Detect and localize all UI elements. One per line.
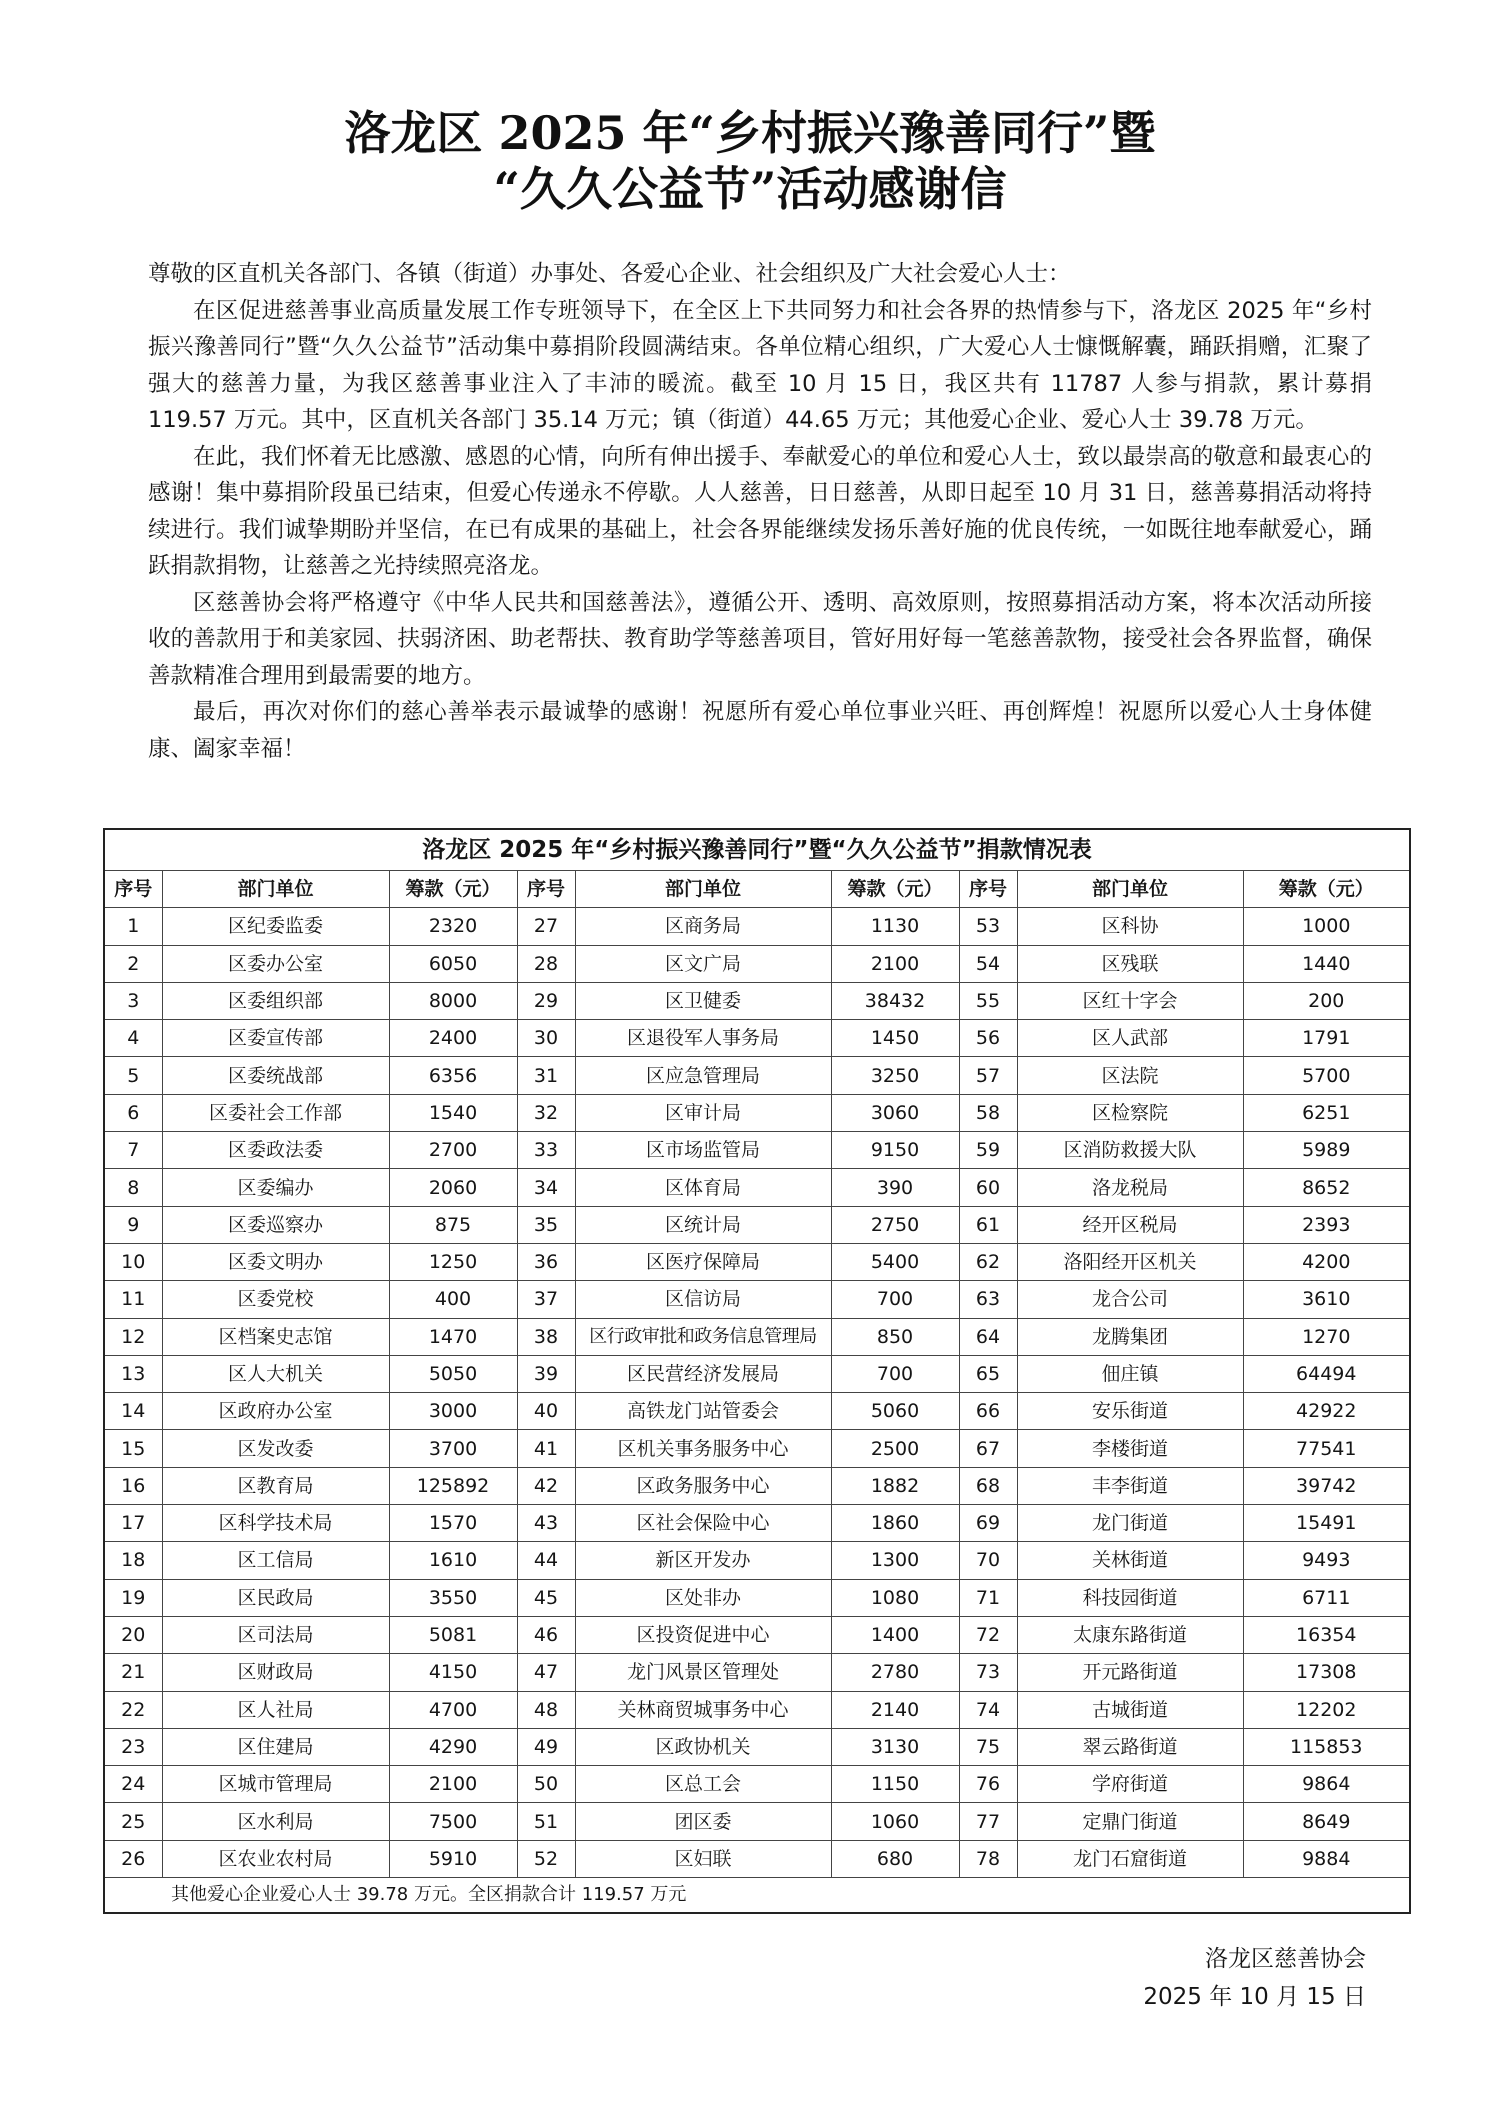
donation-amount: 5989	[1243, 1132, 1410, 1169]
row-number: 1	[104, 908, 162, 945]
department-name: 区妇联	[575, 1840, 831, 1877]
row-number: 14	[104, 1393, 162, 1430]
department-name: 区财政局	[162, 1654, 389, 1691]
donation-amount: 2700	[389, 1132, 517, 1169]
department-name: 区发改委	[162, 1430, 389, 1467]
row-number: 45	[517, 1579, 575, 1616]
department-name: 区残联	[1017, 945, 1243, 982]
row-number: 74	[959, 1691, 1017, 1728]
column-header: 部门单位	[575, 871, 831, 908]
donation-amount: 2100	[831, 945, 959, 982]
row-number: 66	[959, 1393, 1017, 1430]
department-name: 区统计局	[575, 1206, 831, 1243]
donation-amount: 850	[831, 1318, 959, 1355]
department-name: 龙门街道	[1017, 1505, 1243, 1542]
department-name: 区退役军人事务局	[575, 1020, 831, 1057]
table-row	[104, 1020, 1410, 1057]
department-name: 区城市管理局	[162, 1766, 389, 1803]
department-name: 经开区税局	[1017, 1206, 1243, 1243]
row-number: 27	[517, 908, 575, 945]
row-number: 20	[104, 1616, 162, 1653]
donation-amount: 400	[389, 1281, 517, 1318]
row-number: 2	[104, 945, 162, 982]
donation-amount: 5700	[1243, 1057, 1410, 1094]
row-number: 33	[517, 1132, 575, 1169]
row-number: 46	[517, 1616, 575, 1653]
department-name: 区人社局	[162, 1691, 389, 1728]
table-row	[104, 1430, 1410, 1467]
row-number: 17	[104, 1505, 162, 1542]
department-name: 龙合公司	[1017, 1281, 1243, 1318]
table-row	[104, 1505, 1410, 1542]
donation-amount: 3550	[389, 1579, 517, 1616]
department-name: 区处非办	[575, 1579, 831, 1616]
department-name: 区医疗保障局	[575, 1243, 831, 1280]
donation-amount: 12202	[1243, 1691, 1410, 1728]
donation-amount: 680	[831, 1840, 959, 1877]
column-header: 部门单位	[162, 871, 389, 908]
donation-amount: 1860	[831, 1505, 959, 1542]
row-number: 26	[104, 1840, 162, 1877]
donation-table-container	[103, 828, 1409, 1914]
row-number: 58	[959, 1094, 1017, 1131]
table-row	[104, 1094, 1410, 1131]
column-header: 筹款（元）	[831, 871, 959, 908]
row-number: 7	[104, 1132, 162, 1169]
department-name: 学府街道	[1017, 1766, 1243, 1803]
department-name: 团区委	[575, 1803, 831, 1840]
column-header: 部门单位	[1017, 871, 1243, 908]
row-number: 22	[104, 1691, 162, 1728]
table-row	[104, 1318, 1410, 1355]
column-header: 序号	[959, 871, 1017, 908]
table-row	[104, 1654, 1410, 1691]
row-number: 28	[517, 945, 575, 982]
department-name: 区教育局	[162, 1467, 389, 1504]
column-header: 序号	[517, 871, 575, 908]
department-name: 区市场监管局	[575, 1132, 831, 1169]
table-row	[104, 1691, 1410, 1728]
row-number: 32	[517, 1094, 575, 1131]
donation-amount: 1000	[1243, 908, 1410, 945]
department-name: 区委社会工作部	[162, 1094, 389, 1131]
row-number: 69	[959, 1505, 1017, 1542]
donation-amount: 2780	[831, 1654, 959, 1691]
donation-amount: 1470	[389, 1318, 517, 1355]
row-number: 44	[517, 1542, 575, 1579]
row-number: 19	[104, 1579, 162, 1616]
row-number: 75	[959, 1728, 1017, 1765]
row-number: 18	[104, 1542, 162, 1579]
row-number: 43	[517, 1505, 575, 1542]
department-name: 区纪委监委	[162, 908, 389, 945]
donation-amount: 17308	[1243, 1654, 1410, 1691]
department-name: 区住建局	[162, 1728, 389, 1765]
row-number: 76	[959, 1766, 1017, 1803]
row-number: 50	[517, 1766, 575, 1803]
table-row	[104, 945, 1410, 982]
page-title-line-2: “久久公益节”活动感谢信	[493, 162, 1007, 216]
department-name: 区政协机关	[575, 1728, 831, 1765]
row-number: 48	[517, 1691, 575, 1728]
department-name: 洛阳经开区机关	[1017, 1243, 1243, 1280]
department-name: 区应急管理局	[575, 1057, 831, 1094]
table-row	[104, 1803, 1410, 1840]
row-number: 37	[517, 1281, 575, 1318]
donation-amount: 3250	[831, 1057, 959, 1094]
donation-amount: 1540	[389, 1094, 517, 1131]
row-number: 54	[959, 945, 1017, 982]
row-number: 10	[104, 1243, 162, 1280]
donation-amount: 8000	[389, 982, 517, 1019]
row-number: 8	[104, 1169, 162, 1206]
department-name: 区委文明办	[162, 1243, 389, 1280]
donation-amount: 9493	[1243, 1542, 1410, 1579]
department-name: 太康东路街道	[1017, 1616, 1243, 1653]
table-header-row	[104, 871, 1410, 908]
department-name: 科技园街道	[1017, 1579, 1243, 1616]
donation-amount: 4290	[389, 1728, 517, 1765]
donation-amount: 5081	[389, 1616, 517, 1653]
table-row	[104, 1355, 1410, 1392]
donation-amount: 5050	[389, 1355, 517, 1392]
row-number: 51	[517, 1803, 575, 1840]
donation-amount: 7500	[389, 1803, 517, 1840]
row-number: 16	[104, 1467, 162, 1504]
row-number: 35	[517, 1206, 575, 1243]
department-name: 区法院	[1017, 1057, 1243, 1094]
donation-amount: 6356	[389, 1057, 517, 1094]
department-name: 区委统战部	[162, 1057, 389, 1094]
column-header: 筹款（元）	[1243, 871, 1410, 908]
signature-block	[1143, 1940, 1366, 2016]
department-name: 区人武部	[1017, 1020, 1243, 1057]
table-row	[104, 908, 1410, 945]
donation-amount: 2140	[831, 1691, 959, 1728]
column-header: 序号	[104, 871, 162, 908]
department-name: 关林街道	[1017, 1542, 1243, 1579]
donation-amount: 16354	[1243, 1616, 1410, 1653]
letter-paragraph: 最后，再次对你们的慈心善举表示最诚挚的感谢！祝愿所有爱心单位事业兴旺、再创辉煌！祝愿所以爱心人士身体健康、阖家幸福！	[148, 699, 1372, 762]
table-row	[104, 1467, 1410, 1504]
row-number: 36	[517, 1243, 575, 1280]
department-name: 高铁龙门站管委会	[575, 1393, 831, 1430]
department-name: 新区开发办	[575, 1542, 831, 1579]
department-name: 区体育局	[575, 1169, 831, 1206]
department-name: 区委办公室	[162, 945, 389, 982]
department-name: 区卫健委	[575, 982, 831, 1019]
donation-amount: 3700	[389, 1430, 517, 1467]
department-name: 龙腾集团	[1017, 1318, 1243, 1355]
page-title-line-1: 洛龙区 2025 年“乡村振兴豫善同行”暨	[344, 106, 1156, 160]
row-number: 47	[517, 1654, 575, 1691]
row-number: 11	[104, 1281, 162, 1318]
table-row	[104, 1281, 1410, 1318]
donation-table	[103, 828, 1411, 1914]
row-number: 31	[517, 1057, 575, 1094]
department-name: 区委巡察办	[162, 1206, 389, 1243]
donation-amount: 9150	[831, 1132, 959, 1169]
table-row	[104, 1840, 1410, 1877]
donation-amount: 8649	[1243, 1803, 1410, 1840]
row-number: 42	[517, 1467, 575, 1504]
donation-amount: 3000	[389, 1393, 517, 1430]
donation-amount: 42922	[1243, 1393, 1410, 1430]
table-row	[104, 1616, 1410, 1653]
department-name: 开元路街道	[1017, 1654, 1243, 1691]
department-name: 区文广局	[575, 945, 831, 982]
department-name: 区民营经济发展局	[575, 1355, 831, 1392]
row-number: 29	[517, 982, 575, 1019]
donation-amount: 3060	[831, 1094, 959, 1131]
row-number: 62	[959, 1243, 1017, 1280]
department-name: 区档案史志馆	[162, 1318, 389, 1355]
donation-amount: 700	[831, 1355, 959, 1392]
department-name: 区商务局	[575, 908, 831, 945]
department-name: 区机关事务服务中心	[575, 1430, 831, 1467]
donation-amount: 5400	[831, 1243, 959, 1280]
row-number: 21	[104, 1654, 162, 1691]
department-name: 区科学技术局	[162, 1505, 389, 1542]
signature-date: 2025 年 10 月 15 日	[1143, 1984, 1366, 2010]
table-row	[104, 1728, 1410, 1765]
donation-amount: 6050	[389, 945, 517, 982]
department-name: 区工信局	[162, 1542, 389, 1579]
donation-amount: 64494	[1243, 1355, 1410, 1392]
row-number: 6	[104, 1094, 162, 1131]
department-name: 区总工会	[575, 1766, 831, 1803]
row-number: 4	[104, 1020, 162, 1057]
row-number: 77	[959, 1803, 1017, 1840]
donation-amount: 2400	[389, 1020, 517, 1057]
donation-amount: 1300	[831, 1542, 959, 1579]
row-number: 61	[959, 1206, 1017, 1243]
department-name: 佃庄镇	[1017, 1355, 1243, 1392]
row-number: 13	[104, 1355, 162, 1392]
donation-amount: 77541	[1243, 1430, 1410, 1467]
row-number: 55	[959, 982, 1017, 1019]
donation-amount: 700	[831, 1281, 959, 1318]
table-row	[104, 1542, 1410, 1579]
table-title: 洛龙区 2025 年“乡村振兴豫善同行”暨“久久公益节”捐款情况表	[104, 829, 1410, 871]
donation-amount: 39742	[1243, 1467, 1410, 1504]
table-row	[104, 1393, 1410, 1430]
donation-amount: 1130	[831, 908, 959, 945]
donation-amount: 1080	[831, 1579, 959, 1616]
donation-amount: 15491	[1243, 1505, 1410, 1542]
donation-amount: 3610	[1243, 1281, 1410, 1318]
row-number: 67	[959, 1430, 1017, 1467]
department-name: 区委党校	[162, 1281, 389, 1318]
row-number: 72	[959, 1616, 1017, 1653]
row-number: 70	[959, 1542, 1017, 1579]
row-number: 12	[104, 1318, 162, 1355]
department-name: 区消防救援大队	[1017, 1132, 1243, 1169]
department-name: 区社会保险中心	[575, 1505, 831, 1542]
row-number: 73	[959, 1654, 1017, 1691]
row-number: 68	[959, 1467, 1017, 1504]
donation-amount: 115853	[1243, 1728, 1410, 1765]
donation-amount: 390	[831, 1169, 959, 1206]
department-name: 区委组织部	[162, 982, 389, 1019]
department-name: 区行政审批和政务信息管理局	[575, 1318, 831, 1355]
table-row	[104, 982, 1410, 1019]
letter-paragraph: 在此，我们怀着无比感激、感恩的心情，向所有伸出援手、奉献爱心的单位和爱心人士，致以最崇高的敬意和最衷心的感谢！集中募捐阶段虽已结束，但爱心传递永不停歇。人人慈善，日日慈善，从即日起至 10 月 31 日，慈善募捐活动将持续进行。我们诚挚期盼并坚信，在已有成果的基础上，社会各界能继续发扬乐善好施的优良传统，一如既往地奉献爱心，踊跃捐款捐物，让慈善之光持续照亮洛龙。	[148, 443, 1372, 579]
department-name: 区审计局	[575, 1094, 831, 1131]
salutation: 尊敬的区直机关各部门、各镇（街道）办事处、各爱心企业、社会组织及广大社会爱心人士：	[148, 261, 1071, 287]
table-row	[104, 1206, 1410, 1243]
table-row	[104, 1132, 1410, 1169]
donation-amount: 200	[1243, 982, 1410, 1019]
table-row	[104, 1766, 1410, 1803]
donation-amount: 2100	[389, 1766, 517, 1803]
department-name: 龙门风景区管理处	[575, 1654, 831, 1691]
donation-amount: 1150	[831, 1766, 959, 1803]
table-footnote-row	[104, 1878, 1410, 1914]
donation-amount: 2500	[831, 1430, 959, 1467]
department-name: 龙门石窟街道	[1017, 1840, 1243, 1877]
department-name: 区投资促进中心	[575, 1616, 831, 1653]
department-name: 区人大机关	[162, 1355, 389, 1392]
signature-org: 洛龙区慈善协会	[1205, 1946, 1366, 1972]
donation-amount: 9864	[1243, 1766, 1410, 1803]
row-number: 39	[517, 1355, 575, 1392]
department-name: 区政务服务中心	[575, 1467, 831, 1504]
table-row	[104, 1243, 1410, 1280]
donation-amount: 125892	[389, 1467, 517, 1504]
department-name: 区红十字会	[1017, 982, 1243, 1019]
donation-amount: 1610	[389, 1542, 517, 1579]
department-name: 区科协	[1017, 908, 1243, 945]
row-number: 3	[104, 982, 162, 1019]
donation-amount: 6251	[1243, 1094, 1410, 1131]
donation-amount: 2750	[831, 1206, 959, 1243]
department-name: 区委宣传部	[162, 1020, 389, 1057]
row-number: 15	[104, 1430, 162, 1467]
donation-amount: 1882	[831, 1467, 959, 1504]
table-row	[104, 1169, 1410, 1206]
row-number: 25	[104, 1803, 162, 1840]
department-name: 区民政局	[162, 1579, 389, 1616]
row-number: 38	[517, 1318, 575, 1355]
donation-amount: 3130	[831, 1728, 959, 1765]
table-body	[104, 908, 1410, 1878]
donation-amount: 1400	[831, 1616, 959, 1653]
row-number: 64	[959, 1318, 1017, 1355]
letter-body	[148, 256, 1372, 767]
department-name: 区农业农村局	[162, 1840, 389, 1877]
row-number: 78	[959, 1840, 1017, 1877]
table-row	[104, 1057, 1410, 1094]
department-name: 关林商贸城事务中心	[575, 1691, 831, 1728]
row-number: 40	[517, 1393, 575, 1430]
table-row	[104, 1579, 1410, 1616]
letter-paragraph: 区慈善协会将严格遵守《中华人民共和国慈善法》，遵循公开、透明、高效原则，按照募捐活动方案，将本次活动所接收的善款用于和美家园、扶弱济困、助老帮扶、教育助学等慈善项目，管好用好每一笔慈善款物，接受社会各界监督，确保善款精准合理用到最需要的地方。	[148, 589, 1372, 689]
donation-amount: 9884	[1243, 1840, 1410, 1877]
row-number: 41	[517, 1430, 575, 1467]
row-number: 60	[959, 1169, 1017, 1206]
row-number: 53	[959, 908, 1017, 945]
row-number: 57	[959, 1057, 1017, 1094]
row-number: 34	[517, 1169, 575, 1206]
row-number: 30	[517, 1020, 575, 1057]
letter-paragraph: 在区促进慈善事业高质量发展工作专班领导下，在全区上下共同努力和社会各界的热情参与下，洛龙区 2025 年“乡村振兴豫善同行”暨“久久公益节”活动集中募捐阶段圆满结束。各单位精心组织，广大爱心人士慷慨解囊，踊跃捐赠，汇聚了强大的慈善力量，为我区慈善事业注入了丰沛的暖流。截至 10 月 15 日，我区共有 11787 人参与捐款，累计募捐 119.57 万元。其中，区直机关各部门 35.14 万元；镇（街道）44.65 万元；其他爱心企业、爱心人士 39.78 万元。	[148, 297, 1372, 433]
department-name: 定鼎门街道	[1017, 1803, 1243, 1840]
row-number: 5	[104, 1057, 162, 1094]
department-name: 区水利局	[162, 1803, 389, 1840]
row-number: 23	[104, 1728, 162, 1765]
donation-amount: 6711	[1243, 1579, 1410, 1616]
department-name: 翠云路街道	[1017, 1728, 1243, 1765]
row-number: 24	[104, 1766, 162, 1803]
department-name: 洛龙税局	[1017, 1169, 1243, 1206]
donation-amount: 1060	[831, 1803, 959, 1840]
donation-amount: 38432	[831, 982, 959, 1019]
row-number: 71	[959, 1579, 1017, 1616]
department-name: 区信访局	[575, 1281, 831, 1318]
department-name: 区委编办	[162, 1169, 389, 1206]
department-name: 李楼街道	[1017, 1430, 1243, 1467]
department-name: 古城街道	[1017, 1691, 1243, 1728]
donation-amount: 1250	[389, 1243, 517, 1280]
department-name: 区检察院	[1017, 1094, 1243, 1131]
department-name: 区司法局	[162, 1616, 389, 1653]
row-number: 9	[104, 1206, 162, 1243]
table-footnote: 其他爱心企业爱心人士 39.78 万元。全区捐款合计 119.57 万元	[104, 1878, 1410, 1914]
row-number: 65	[959, 1355, 1017, 1392]
department-name: 区政府办公室	[162, 1393, 389, 1430]
donation-amount: 1440	[1243, 945, 1410, 982]
department-name: 安乐街道	[1017, 1393, 1243, 1430]
column-header: 筹款（元）	[389, 871, 517, 908]
row-number: 56	[959, 1020, 1017, 1057]
donation-amount: 1270	[1243, 1318, 1410, 1355]
donation-amount: 875	[389, 1206, 517, 1243]
table-title-row	[104, 829, 1410, 871]
donation-amount: 4700	[389, 1691, 517, 1728]
donation-amount: 5910	[389, 1840, 517, 1877]
row-number: 52	[517, 1840, 575, 1877]
department-name: 区委政法委	[162, 1132, 389, 1169]
donation-amount: 2060	[389, 1169, 517, 1206]
row-number: 63	[959, 1281, 1017, 1318]
donation-amount: 1791	[1243, 1020, 1410, 1057]
row-number: 59	[959, 1132, 1017, 1169]
donation-amount: 5060	[831, 1393, 959, 1430]
donation-amount: 2320	[389, 908, 517, 945]
donation-amount: 4200	[1243, 1243, 1410, 1280]
donation-amount: 2393	[1243, 1206, 1410, 1243]
donation-amount: 1450	[831, 1020, 959, 1057]
donation-amount: 4150	[389, 1654, 517, 1691]
department-name: 丰李街道	[1017, 1467, 1243, 1504]
donation-amount: 1570	[389, 1505, 517, 1542]
row-number: 49	[517, 1728, 575, 1765]
donation-amount: 8652	[1243, 1169, 1410, 1206]
